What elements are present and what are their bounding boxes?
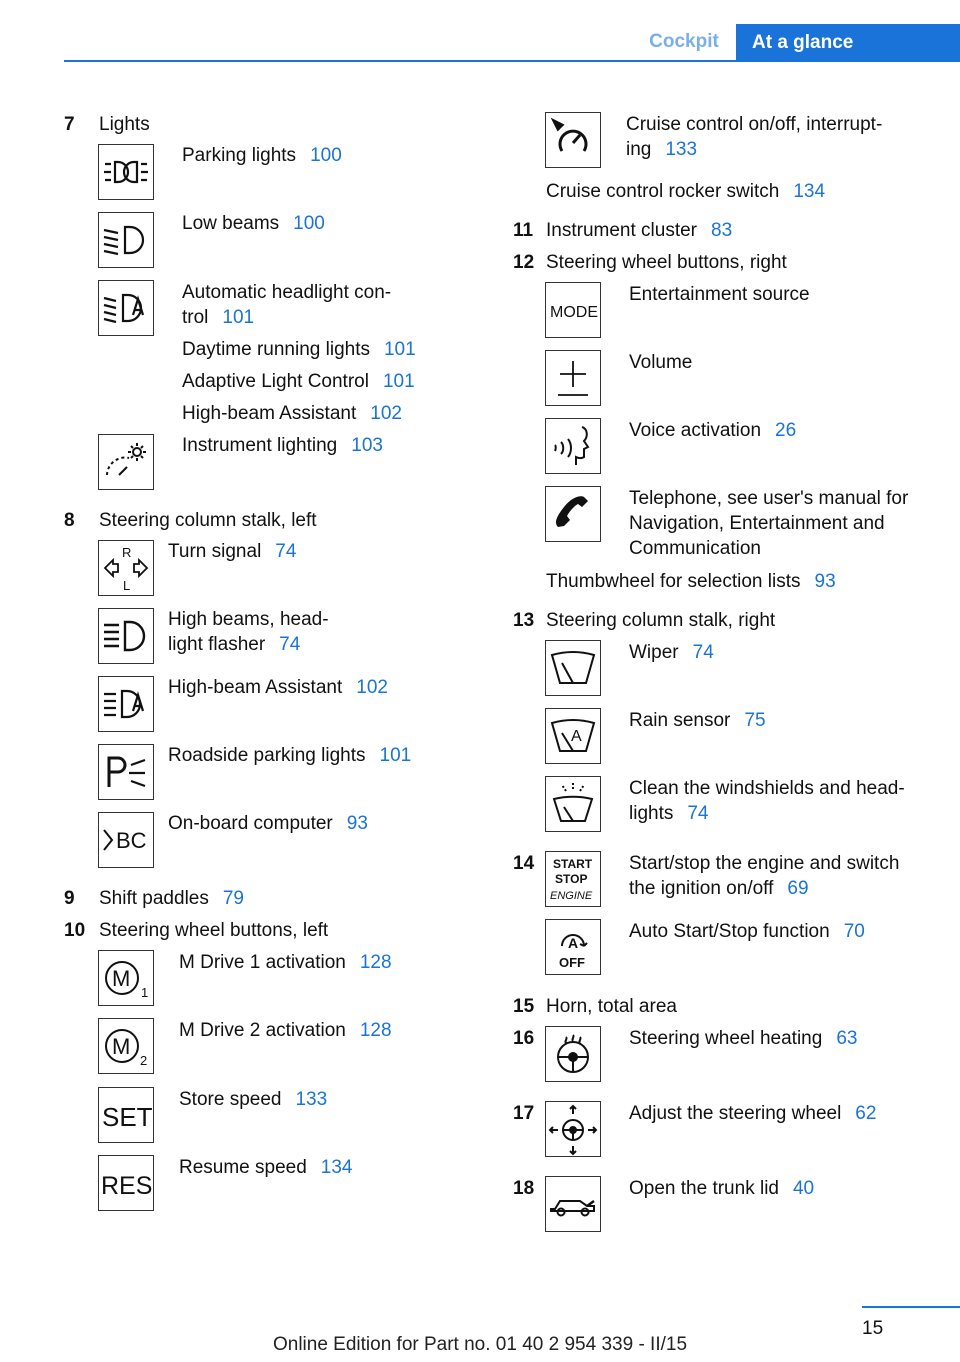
- item-label: Navigation, Entertainment and: [629, 513, 885, 534]
- item-title: Steering column stalk, right: [546, 610, 776, 631]
- item-title: Horn, total area: [546, 996, 677, 1017]
- page-ref-link[interactable]: 26: [775, 420, 797, 441]
- page-number: 15: [862, 1318, 884, 1339]
- rain-sensor-icon: [545, 708, 601, 764]
- item-label: Rain sensor: [629, 710, 731, 731]
- off-text: OFF: [559, 955, 585, 970]
- resume-speed-icon: [98, 1155, 154, 1211]
- item-number: 8: [64, 510, 75, 531]
- wiper-icon: [545, 640, 601, 696]
- high-beam-icon: [98, 608, 154, 664]
- page-ref-link[interactable]: 74: [275, 541, 297, 562]
- page-ref-link[interactable]: 74: [692, 642, 714, 663]
- page-ref-link[interactable]: 100: [310, 145, 342, 166]
- item-number: 10: [64, 920, 86, 941]
- roadside-parking-icon: [98, 744, 154, 800]
- page-ref-link[interactable]: 101: [383, 339, 416, 360]
- parking-lights-icon: [98, 144, 154, 200]
- item-title: Instrument cluster: [546, 220, 697, 241]
- m-drive-2-icon: [98, 1018, 154, 1074]
- item-number: 12: [513, 252, 535, 273]
- item-label: Instrument lighting: [182, 435, 338, 456]
- item-label: High-beam Assistant: [182, 403, 357, 424]
- item-label: lights: [629, 803, 674, 824]
- item-number: 16: [513, 1028, 535, 1049]
- page-ref-link[interactable]: 101: [222, 307, 255, 328]
- item-label: Steering wheel heating: [629, 1028, 823, 1049]
- cruise-control-icon: [545, 112, 601, 168]
- section-tab-cockpit[interactable]: Cockpit: [649, 31, 719, 52]
- page-ref-link[interactable]: 134: [793, 181, 826, 202]
- item-label: Daytime running lights: [182, 339, 370, 360]
- page-ref-link[interactable]: 93: [814, 571, 836, 592]
- item-title: Lights: [99, 114, 150, 135]
- item-title: Steering column stalk, left: [99, 510, 317, 531]
- page-ref-link[interactable]: 69: [787, 878, 809, 899]
- m-drive-2-number: 2: [140, 1053, 148, 1068]
- start-text: START: [553, 857, 593, 871]
- item-label: Start/stop the engine and switch: [629, 853, 900, 874]
- turn-signal-r: R: [122, 545, 132, 560]
- page-ref-link[interactable]: 102: [370, 403, 402, 424]
- item-label: Voice activation: [629, 420, 762, 441]
- bc-text: BC: [116, 828, 147, 853]
- item-label: Automatic headlight con-: [182, 282, 392, 303]
- page-ref-link[interactable]: 70: [843, 921, 865, 942]
- adjust-steering-wheel-icon: [545, 1101, 601, 1157]
- volume-icon: [545, 350, 601, 406]
- page-ref-link[interactable]: 133: [295, 1089, 328, 1110]
- item-label: On-board computer: [168, 813, 333, 834]
- high-beam-assistant-icon: [98, 676, 154, 732]
- edition-footer: Online Edition for Part no. 01 40 2 954 339 - II/15: [272, 1334, 688, 1355]
- res-text: RES: [101, 1172, 153, 1200]
- steering-wheel-heating-icon: [545, 1026, 601, 1082]
- item-label: Cruise control rocker switch: [546, 181, 780, 202]
- mode-text: MODE: [550, 304, 598, 321]
- page-ref-link[interactable]: 40: [792, 1178, 815, 1199]
- item-label: Clean the windshields and head-: [629, 778, 905, 799]
- page-header: [0, 0, 960, 62]
- page-ref-link[interactable]: 79: [222, 888, 244, 909]
- item-label: light flasher: [168, 634, 266, 655]
- item-number: 11: [513, 220, 534, 241]
- item-title: Steering wheel buttons, right: [546, 252, 787, 273]
- page-ref-link[interactable]: 63: [836, 1028, 858, 1049]
- page-ref-link[interactable]: 74: [279, 634, 301, 655]
- item-number: 18: [513, 1178, 535, 1199]
- set-text: SET: [102, 1102, 153, 1132]
- page-ref-link[interactable]: 100: [293, 213, 325, 234]
- auto-start-stop-icon: [545, 919, 601, 975]
- onboard-computer-icon: [98, 812, 154, 868]
- item-number: 13: [513, 610, 535, 631]
- turn-signal-l: L: [123, 578, 131, 593]
- auto-headlight-icon: [98, 280, 154, 336]
- start-stop-engine-icon: [545, 851, 601, 907]
- item-label: Telephone, see user's manual for: [629, 488, 909, 509]
- item-label: Turn signal: [168, 541, 262, 562]
- instrument-lighting-icon: [98, 434, 154, 490]
- item-label: Open the trunk lid: [629, 1178, 779, 1199]
- item-label: Wiper: [629, 642, 679, 663]
- page-ref-link[interactable]: 133: [665, 139, 698, 160]
- item-label: Volume: [629, 352, 693, 373]
- page-ref-link[interactable]: 101: [382, 371, 415, 392]
- chapter-tab-at-a-glance[interactable]: At a glance: [736, 24, 960, 61]
- header-divider: [64, 60, 960, 62]
- item-label: Adaptive Light Control: [182, 371, 369, 392]
- engine-text: ENGINE: [550, 890, 593, 902]
- m-drive-1-number: 1: [141, 985, 149, 1000]
- page-ref-link[interactable]: 93: [346, 813, 368, 834]
- page-ref-link[interactable]: 128: [359, 1020, 392, 1041]
- page-ref-link[interactable]: 103: [351, 435, 383, 456]
- item-label: Entertainment source: [629, 284, 810, 305]
- item-label: High beams, head-: [168, 609, 329, 630]
- voice-activation-icon: [545, 418, 601, 474]
- page-ref-link[interactable]: 134: [320, 1157, 353, 1178]
- item-label: Adjust the steering wheel: [629, 1103, 842, 1124]
- item-label: Thumbwheel for selection lists: [546, 571, 801, 592]
- page-ref-link[interactable]: 75: [744, 710, 766, 731]
- m-drive-1-icon: [98, 950, 154, 1006]
- item-number: 14: [513, 853, 535, 874]
- auto-a-text: A: [568, 935, 579, 951]
- footer-divider: [862, 1306, 960, 1308]
- washer-icon: [545, 776, 601, 832]
- item-label: the ignition on/off: [629, 878, 774, 899]
- set-speed-icon: [98, 1087, 154, 1143]
- item-number: 9: [64, 888, 75, 909]
- page-ref-link[interactable]: 74: [687, 803, 709, 824]
- item-label: M Drive 2 activation: [179, 1020, 346, 1041]
- page-ref-link[interactable]: 128: [359, 952, 392, 973]
- page-ref-link[interactable]: 83: [711, 220, 733, 241]
- item-label: Low beams: [182, 213, 280, 234]
- mode-button-icon: [545, 282, 601, 338]
- trunk-lid-icon: [545, 1176, 601, 1232]
- stop-text: STOP: [555, 872, 588, 886]
- item-label: M Drive 1 activation: [179, 952, 346, 973]
- rain-sensor-a: A: [571, 728, 582, 745]
- page-ref-link[interactable]: 102: [356, 677, 388, 698]
- item-number: 17: [513, 1103, 535, 1124]
- item-title: Steering wheel buttons, left: [99, 920, 329, 941]
- item-label: Roadside parking lights: [168, 745, 366, 766]
- page-ref-link[interactable]: 101: [379, 745, 412, 766]
- item-label: Parking lights: [182, 145, 297, 166]
- item-label: Resume speed: [179, 1157, 307, 1178]
- turn-signal-icon: [98, 540, 154, 596]
- telephone-icon: [545, 486, 601, 542]
- m-text: M: [112, 1034, 131, 1059]
- item-label: ing: [626, 139, 652, 160]
- m-text: M: [112, 966, 131, 991]
- item-title: Shift paddles: [99, 888, 209, 909]
- page-ref-link[interactable]: 62: [855, 1103, 877, 1124]
- item-label: Communication: [629, 538, 761, 559]
- item-label: High-beam Assistant: [168, 677, 343, 698]
- item-label: Cruise control on/off, interrupt-: [626, 114, 883, 135]
- low-beam-icon: [98, 212, 154, 268]
- item-number: 15: [513, 996, 535, 1017]
- item-label: trol: [182, 307, 209, 328]
- item-number: 7: [64, 114, 75, 135]
- item-label: Store speed: [179, 1089, 282, 1110]
- item-label: Auto Start/Stop function: [629, 921, 830, 942]
